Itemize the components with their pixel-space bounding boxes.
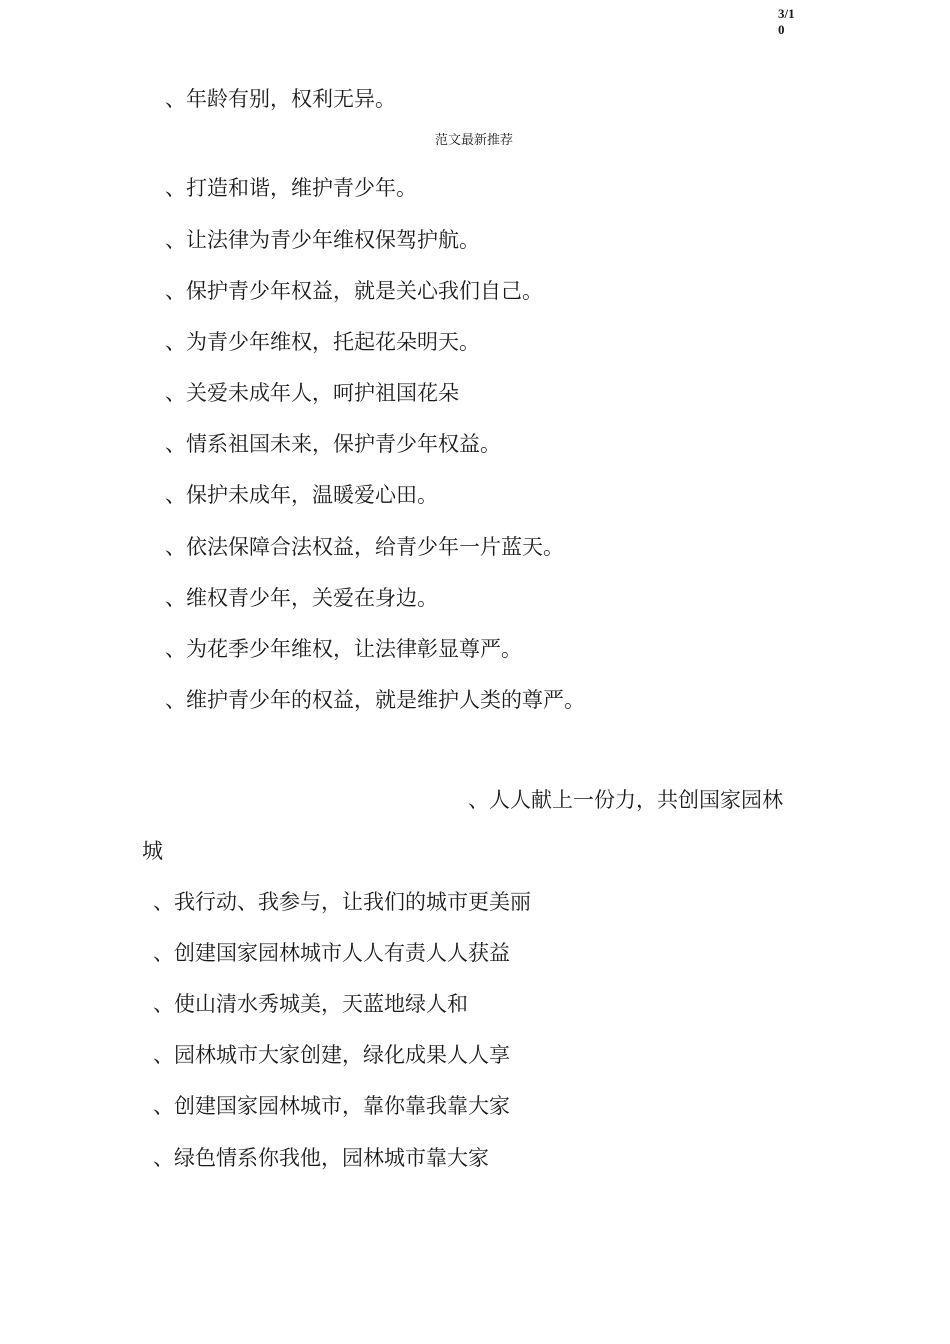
slogan-line: 、年龄有别，权利无异。 [165, 87, 396, 111]
slogan-line: 、为青少年维权，托起花朵明天。 [165, 330, 480, 354]
slogan-line: 、保护未成年，温暖爱心田。 [165, 483, 438, 507]
page-number: 3/10 [778, 6, 795, 37]
slogan-line: 、让法律为青少年维权保驾护航。 [165, 228, 480, 252]
section-heading: 、人人献上一份力，共创国家园林 [468, 788, 783, 812]
slogan-line: 、保护青少年权益，就是关心我们自己。 [165, 279, 543, 303]
slogan-line: 、维护青少年的权益，就是维护人类的尊严。 [165, 688, 585, 712]
slogan-line: 、打造和谐，维护青少年。 [165, 176, 417, 200]
header-note: 范文最新推荐 [435, 133, 514, 148]
slogan-line: 、依法保障合法权益，给青少年一片蓝天。 [165, 535, 564, 559]
slogan-line: 、创建国家园林城市，靠你靠我靠大家 [153, 1094, 510, 1118]
slogan-line: 、创建国家园林城市人人有责人人获益 [153, 941, 510, 965]
slogan-line: 、情系祖国未来，保护青少年权益。 [165, 432, 501, 456]
slogan-line: 、使山清水秀城美，天蓝地绿人和 [153, 992, 468, 1016]
section-heading-continued: 城 [142, 839, 163, 863]
slogan-line: 、园林城市大家创建，绿化成果人人享 [153, 1043, 510, 1067]
slogan-line: 、维权青少年，关爱在身边。 [165, 586, 438, 610]
slogan-line: 、我行动、我参与，让我们的城市更美丽 [153, 890, 531, 914]
slogan-line: 、绿色情系你我他，园林城市靠大家 [153, 1146, 489, 1170]
slogan-line: 、为花季少年维权，让法律彰显尊严。 [165, 637, 522, 661]
slogan-line: 、关爱未成年人，呵护祖国花朵 [165, 381, 459, 405]
